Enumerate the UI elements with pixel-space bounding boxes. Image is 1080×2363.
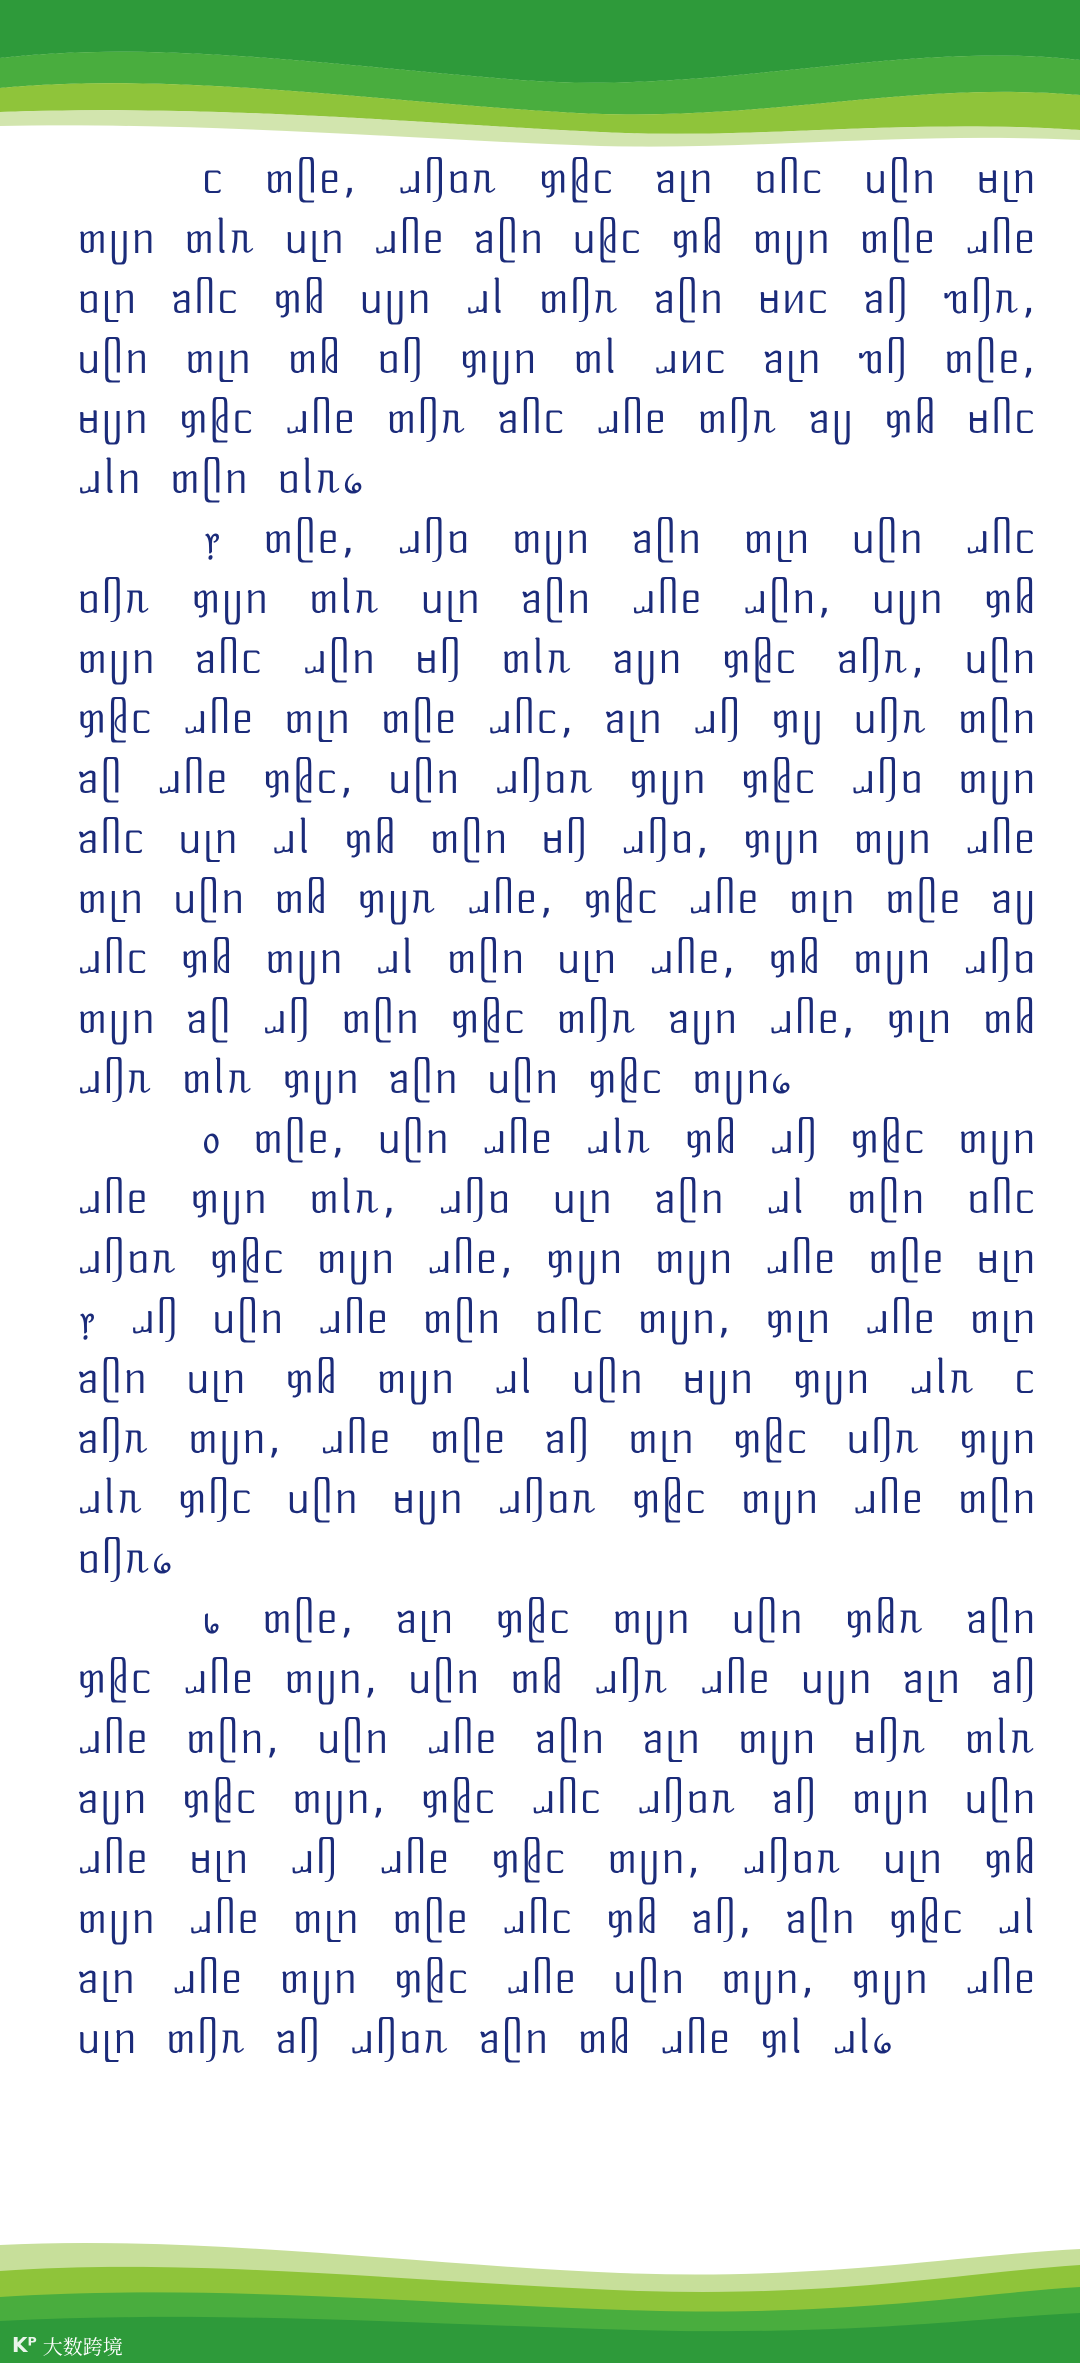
document-body xyxy=(78,150,1038,2240)
bottom-wave-banner xyxy=(0,2235,1080,2363)
paragraph-1: ᥴ ᥖᥫᥱ, ᥘᥦᥝᥰ ᥞᥪᥴ ᥑᥨᥒ ᥝᥥᥴ ᥙᥫᥒ ᥛᥨᥒ ᥖᥩᥒ ᥖᥣᥰ ᥙᥨᥒ ᥘᥥᥱ ᥑᥫᥒ ᥙᥪᥴ ᥞᥤ ᥖᥩᥒ ᥖᥫᥱ ᥘᥥᥱ ᥝᥨᥒ ᥑᥥᥴ ᥞᥤ ᥙᥩᥒ ᥘᥣ ᥖᥦᥰ ᥑᥫᥒ ᥛᥢᥴ ᥑᥦ ᥓᥦᥰ, ᥙᥫᥒ ᥖᥨᥒ ᥖᥤ ᥝᥦ ᥞᥩᥒ ᥖᥣ ᥘᥢᥴ ᥑᥨᥒ ᥓᥦ ᥖᥫᥱ, ᥛᥩᥒ ᥞᥪᥴ ᥘᥥᥱ ᥖᥦᥰ ᥑᥥᥴ ᥘᥥᥱ ᥖᥦᥰ ᥑᥩ ᥞᥤ ᥛᥥᥴ ᥘᥣᥒ ᥖᥫᥒ ᥝᥣᥰ᥀ xyxy=(78,157,1038,503)
paragraph-2: ᥅ ᥖᥫᥱ, ᥘᥦᥝ ᥖᥩᥒ ᥑᥫᥒ ᥖᥨᥒ ᥙᥫᥒ ᥘᥥᥴ ᥝᥦᥰ ᥞᥩᥒ ᥖᥣᥰ ᥙᥨᥒ ᥑᥫᥒ ᥘᥥᥱ ᥘᥫᥒ, ᥙᥩᥒ ᥞᥤ ᥖᥩᥒ ᥑᥥᥴ ᥘᥫᥒ ᥛᥦ ᥖᥣᥰ ᥑᥩᥒ ᥞᥪᥴ ᥑᥦᥰ, ᥙᥫᥒ ᥞᥪᥴ ᥘᥥᥱ ᥖᥨᥒ ᥖᥫᥱ ᥘᥥᥴ, ᥑᥨᥒ ᥘᥦ ᥞᥩ ᥙᥦᥰ ᥖᥫᥒ ᥑᥫ ᥘᥥᥱ ᥞᥪᥴ, ᥙᥫᥒ ᥘᥦᥝᥰ ᥞᥩᥒ ᥞᥪᥴ ᥘᥦᥝ ᥖᥩᥒ ᥑᥥᥴ ᥙᥨᥒ ᥘᥣ ᥞᥤ ᥖᥫᥒ ᥛᥦ ᥘᥦᥝ, ᥞᥩᥒ ᥖᥩᥒ ᥘᥥᥱ ᥖᥨᥒ ᥙᥫᥒ ᥖᥤ ᥞᥩᥰ ᥘᥥᥱ, ᥞᥪᥴ ᥘᥥᥱ ᥖᥨᥒ ᥖᥫᥱ ᥑᥩ ᥘᥥᥴ ᥞᥤ ᥖᥩᥒ ᥘᥣ ᥖᥫᥒ ᥙᥨᥒ ᥘᥥᥱ, ᥞᥤ ᥖᥩᥒ ᥘᥦᥝ ᥖᥩᥒ ᥑᥫ ᥘᥦ ᥖᥫᥒ ᥞᥪᥴ ᥖᥦᥰ ᥑᥩᥒ ᥘᥥᥱ, ᥞᥨᥒ ᥖᥤ ᥘᥦᥰ ᥖᥣᥰ ᥞᥩᥒ ᥑᥫᥒ ᥙᥫᥒ ᥞᥪᥴ ᥖᥩᥒ᥀ xyxy=(78,517,1038,1103)
watermark xyxy=(12,2332,123,2358)
top-wave-banner xyxy=(0,0,1080,150)
watermark-text: 大数跨境 xyxy=(42,2334,123,2359)
paragraph-3: ᥆ ᥖᥫᥱ, ᥙᥫᥒ ᥘᥥᥱ ᥘᥣᥰ ᥞᥤ ᥘᥦ ᥞᥪᥴ ᥖᥩᥒ ᥘᥥᥱ ᥞᥩᥒ ᥖᥣᥰ, ᥘᥦᥝ ᥙᥨᥒ ᥑᥫᥒ ᥘᥣ ᥖᥫᥒ ᥝᥥᥴ ᥘᥦᥝᥰ ᥞᥪᥴ ᥖᥩᥒ ᥘᥥᥱ, ᥞᥩᥒ ᥖᥩᥒ ᥘᥥᥱ ᥖᥫᥱ ᥛᥨᥒ ᥅ ᥘᥦ ᥙᥫᥒ ᥘᥥᥱ ᥖᥫᥒ ᥝᥥᥴ ᥖᥩᥒ, ᥞᥨᥒ ᥘᥥᥱ ᥖᥨᥒ ᥑᥫᥒ ᥙᥨᥒ ᥞᥤ ᥖᥩᥒ ᥘᥣ ᥙᥫᥒ ᥛᥩᥒ ᥞᥩᥒ ᥘᥣᥰ ᥴ ᥑᥦᥰ ᥖᥩᥒ, ᥘᥥᥱ ᥖᥫᥱ ᥑᥦ ᥖᥨᥒ ᥞᥪᥴ ᥙᥦᥰ ᥞᥩᥒ ᥘᥣᥰ ᥞᥦᥴ ᥙᥫᥒ ᥛᥩᥒ ᥘᥦᥝᥰ ᥞᥪᥴ ᥖᥩᥒ ᥘᥥᥱ ᥖᥫᥒ ᥝᥦᥰ᥀ xyxy=(78,1117,1038,1583)
paragraph-4: ᥇ ᥖᥫᥱ, ᥑᥨᥒ ᥞᥪᥴ ᥖᥩᥒ ᥙᥫᥒ ᥞᥤᥰ ᥑᥫᥒ ᥞᥪᥴ ᥘᥥᥱ ᥖᥩᥒ, ᥙᥫᥒ ᥖᥤ ᥘᥦᥰ ᥘᥥᥱ ᥙᥩᥒ ᥑᥨᥒ ᥑᥦ ᥘᥥᥱ ᥖᥫᥒ, ᥙᥫᥒ ᥘᥥᥱ ᥑᥫᥒ ᥑᥨᥒ ᥖᥩᥒ ᥛᥦᥰ ᥖᥣᥰ ᥑᥩᥒ ᥞᥪᥴ ᥖᥩᥒ, ᥞᥪᥴ ᥘᥥᥴ ᥘᥦᥝᥰ ᥑᥦ ᥖᥩᥒ ᥙᥫᥒ ᥘᥥᥱ ᥛᥨᥒ ᥘᥦ ᥘᥥᥱ ᥞᥪᥴ ᥖᥩᥒ, ᥘᥦᥝᥰ ᥙᥨᥒ ᥞᥤ ᥖᥩᥒ ᥘᥥᥱ ᥖᥨᥒ ᥖᥫᥱ ᥘᥥᥴ ᥞᥤ ᥑᥦ, ᥑᥫᥒ ᥞᥪᥴ ᥘᥣ ᥑᥨᥒ ᥘᥥᥱ ᥖᥩᥒ ᥞᥪᥴ ᥘᥥᥱ ᥙᥫᥒ ᥖᥩᥒ, ᥞᥩᥒ ᥘᥥᥱ ᥙᥨᥒ ᥖᥦᥰ ᥑᥦ ᥘᥦᥝᥰ ᥑᥫᥒ ᥖᥤ ᥘᥥᥱ ᥞᥣ ᥘᥣ᥀ xyxy=(78,1597,1038,2063)
watermark-logo-icon: Kᴾ xyxy=(12,2333,37,2357)
